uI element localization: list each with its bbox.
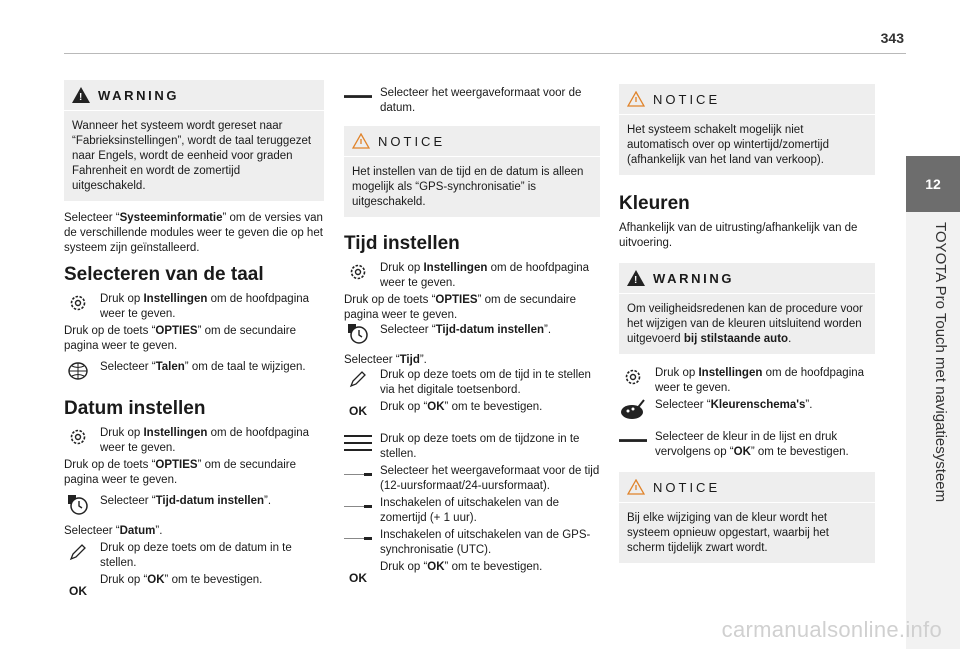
notice-header <box>344 126 600 157</box>
watermark: carmanualsonline.info <box>721 617 942 642</box>
warning-box <box>64 80 324 201</box>
timezone-step: Druk op deze toets om de tijdzone in te stellen. <box>344 432 600 462</box>
date-step-set: Druk op deze toets om de datum in te stellen. <box>64 541 324 571</box>
date-step-select-date: Selecteer “Datum”. <box>64 525 163 537</box>
notice-box <box>344 126 600 217</box>
time-step-select-time: Selecteer “Tijd”. <box>344 354 427 366</box>
warning-box-colors <box>619 263 875 354</box>
format-bar-icon <box>619 430 647 452</box>
lang-step-languages: Selecteer “Talen” om de taal te wijzigen. <box>64 360 324 382</box>
gps-sync-step: Inschakelen of uitschakelen van de GPS-synchronisatie (UTC). <box>344 528 600 558</box>
time-step-options: Druk op de toets “OPTIES” om de secundaire pagina weer te geven. <box>344 294 577 321</box>
warning-header <box>619 263 875 294</box>
column-2 <box>344 86 600 588</box>
colors-step-schemes: Selecteer “Kleurenschema's”. <box>619 398 875 420</box>
warning-label: WARNING <box>653 270 735 286</box>
chapter-number-tab: 12 <box>906 156 960 212</box>
clock-icon <box>64 494 92 516</box>
chapter-title: TOYOTA Pro Touch met navigatiesysteem <box>932 222 949 503</box>
warning-icon <box>72 87 90 103</box>
time-step-settings: Druk op Instellingen om de hoofdpagina weer te geven. <box>344 261 600 291</box>
time-heading: Tijd instellen <box>344 233 460 254</box>
notice-icon <box>627 91 645 107</box>
ok-icon: OK <box>69 584 87 598</box>
notice-icon <box>352 133 370 149</box>
format-bar-icon <box>344 86 372 108</box>
lang-step-options: Druk op de toets “OPTIES” om de secundaire pagina weer te geven. <box>64 325 297 352</box>
settings-gear-icon <box>64 292 92 314</box>
warning-text: Wanneer het systeem wordt gereset naar “Fabrieksinstellingen”, wordt de taal teruggezet naar Engels, wordt de eenheid voor graden Fahrenheit en wordt de zomertijd uitgeschakeld. <box>72 120 312 192</box>
colors-intro: Afhankelijk van de uitrusting/afhankelijk van de uitvoering. <box>619 222 858 249</box>
pencil-icon <box>64 541 92 563</box>
pencil-icon <box>344 368 372 390</box>
time-step-timedate: Selecteer “Tijd-datum instellen”. <box>344 323 600 345</box>
colors-heading: Kleuren <box>619 193 690 214</box>
header-rule <box>64 53 906 54</box>
list-icon <box>344 432 372 454</box>
clock-icon <box>344 323 372 345</box>
time-step-ok: OK Druk op “OK” om te bevestigen. <box>344 400 600 422</box>
notice-box-restart <box>619 472 875 563</box>
toggle-line-icon <box>344 496 372 518</box>
colors-step-settings: Druk op Instellingen om de hoofdpagina weer te geven. <box>619 366 875 396</box>
date-step-settings: Druk op Instellingen om de hoofdpagina weer te geven. <box>64 426 324 456</box>
notice-text: Bij elke wijziging van de kleur wordt het systeem opnieuw opgestart, waarbij het scherm tijdelijk zwart wordt. <box>627 512 829 554</box>
warning-header <box>64 80 324 111</box>
notice-header <box>619 472 875 503</box>
ok-icon: OK <box>349 403 367 418</box>
warning-icon <box>627 270 645 286</box>
time-step-set: Druk op deze toets om de tijd in te stellen via het digitale toetsenbord. <box>344 368 600 398</box>
notice-text: Het systeem schakelt mogelijk niet automatisch over op wintertijd/zomertijd (afhankelijk van het land van verkoop). <box>627 124 829 166</box>
palette-icon <box>619 398 647 420</box>
colors-step-select: Selecteer de kleur in de lijst en druk vervolgens op “OK” om te bevestigen. <box>619 430 875 460</box>
warning-text: Om veiligheidsredenen kan de procedure voor het wijzigen van de kleuren uitsluitend worden uitgevoerd bij stilstaande auto. <box>627 303 863 345</box>
warning-label: WARNING <box>98 87 180 103</box>
page-number: 343 <box>880 30 904 46</box>
settings-gear-icon <box>344 261 372 283</box>
dst-step: Inschakelen of uitschakelen van de zomertijd (+ 1 uur). <box>344 496 600 526</box>
date-step-timedate: Selecteer “Tijd-datum instellen”. <box>64 494 324 516</box>
notice-box-dst <box>619 84 875 175</box>
notice-label: NOTICE <box>378 133 446 149</box>
notice-icon <box>627 479 645 495</box>
ok-icon: OK <box>349 571 367 585</box>
language-globe-icon <box>64 360 92 382</box>
column-1 <box>64 80 324 601</box>
date-heading: Datum instellen <box>64 398 206 419</box>
settings-gear-icon <box>64 426 92 448</box>
notice-text: Het instellen van de tijd en de datum is alleen mogelijk als “GPS-synchronisatie” is uitgeschakeld. <box>352 166 584 208</box>
column-3 <box>619 84 875 573</box>
notice-header <box>619 84 875 115</box>
language-heading: Selecteren van de taal <box>64 264 264 285</box>
notice-label: NOTICE <box>653 91 721 107</box>
date-step-options: Druk op de toets “OPTIES” om de secundaire pagina weer te geven. <box>64 459 297 486</box>
system-info-paragraph: Selecteer “Systeeminformatie” om de versies van de verschillende modules weer te geven die op het systeem zijn geïnstalleerd. <box>64 212 323 254</box>
date-step-ok: OK Druk op “OK” om te bevestigen. <box>64 573 324 599</box>
notice-label: NOTICE <box>653 479 721 495</box>
time-format-step: Selecteer het weergaveformaat voor de tijd (12-uursformaat/24-uursformaat). <box>344 464 600 494</box>
time-step-ok-2: OK Druk op “OK” om te bevestigen. <box>344 560 600 586</box>
lang-step-settings: Druk op Instellingen om de hoofdpagina weer te geven. <box>64 292 324 322</box>
date-format-step: Selecteer het weergaveformaat voor de datum. <box>344 86 600 116</box>
settings-gear-icon <box>619 366 647 388</box>
toggle-line-icon <box>344 528 372 550</box>
toggle-line-icon <box>344 464 372 486</box>
